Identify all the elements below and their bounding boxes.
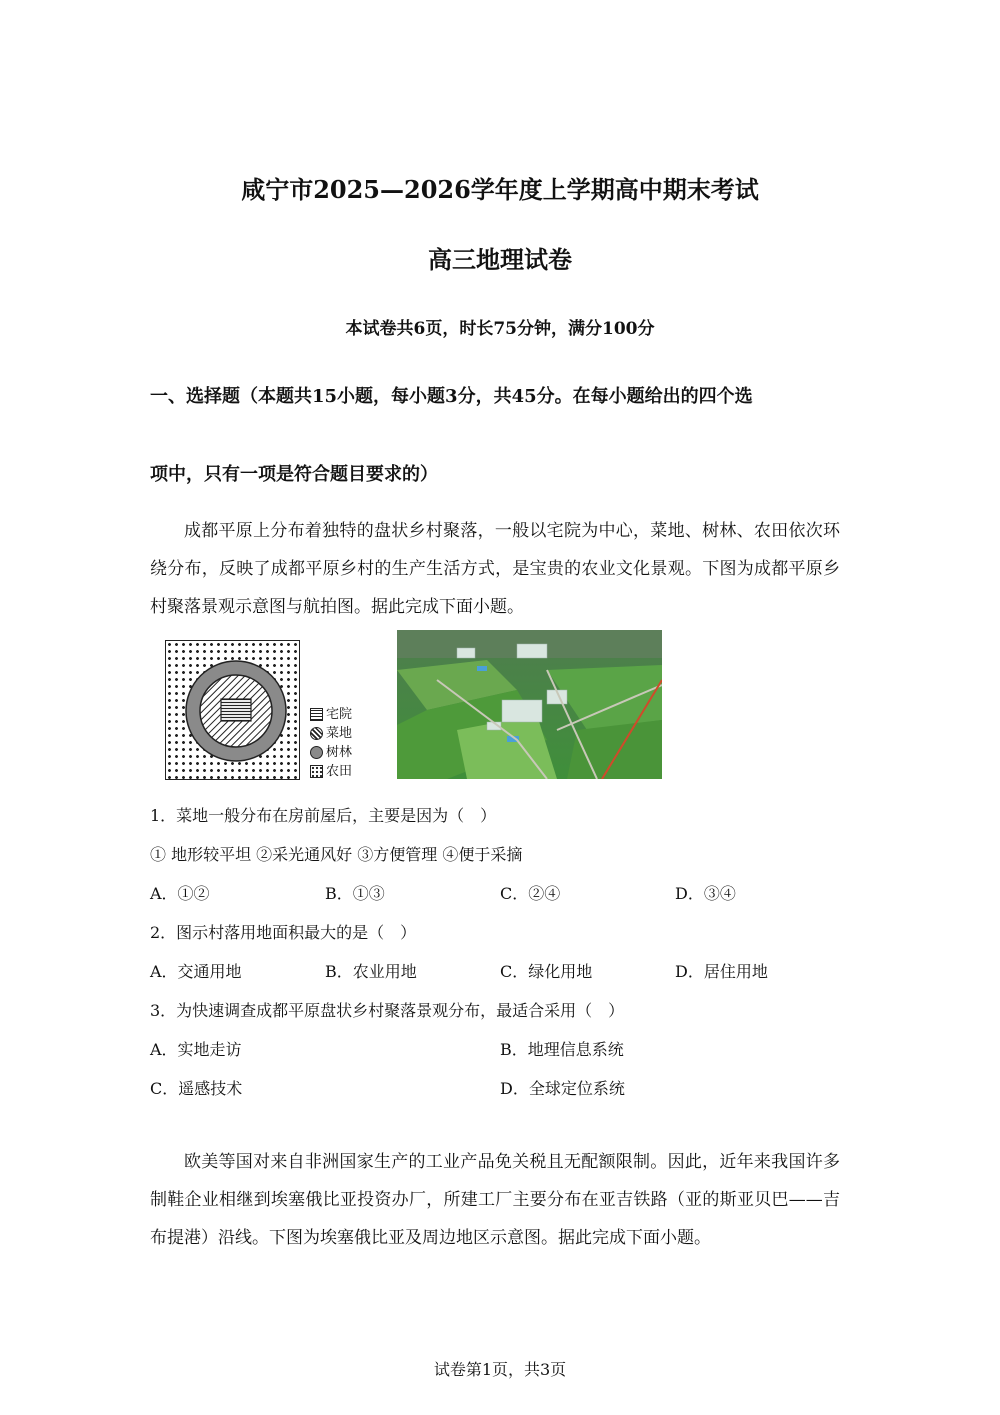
question-1-statements: ① 地形较平坦 ②采光通风好 ③方便管理 ④便于采摘	[150, 845, 523, 864]
legend-item-farmland	[310, 762, 352, 781]
question-3-option-d[interactable]: D．全球定位系统	[500, 1079, 625, 1098]
legend-item-courtyard	[310, 705, 352, 724]
question-2-option-b[interactable]: B．农业用地	[325, 962, 417, 981]
forest-swatch-icon	[310, 746, 323, 759]
section-heading-line2: 项中，只有一项是符合题目要求的）	[150, 464, 438, 485]
settlement-rings-graphic	[166, 641, 298, 778]
exam-info: 本试卷共6页，时长75分钟，满分100分	[345, 319, 655, 339]
question-3-option-a[interactable]: A．实地走访	[150, 1040, 242, 1059]
question-1-option-a[interactable]: A．①②	[150, 884, 210, 903]
question-2-option-d[interactable]: D．居住用地	[675, 962, 768, 981]
question-3-option-c[interactable]: C．遥感技术	[150, 1079, 243, 1098]
legend-label: 菜地	[326, 726, 353, 741]
passage-2: 欧美等国对来自非洲国家生产的工业产品免关税且无配额限制。因此，近年来我国许多制鞋企业相继到埃塞俄比亚投资办厂，所建工厂主要分布在亚吉铁路（亚的斯亚贝巴——吉布提港）沿线。下图为埃塞俄比亚及周边地区示意图。据此完成下面小题。	[150, 1152, 840, 1248]
farmland-swatch-icon	[310, 765, 323, 778]
legend-item-vegetable	[310, 724, 352, 743]
diagram-legend	[310, 705, 352, 781]
aerial-photo-graphic	[397, 630, 662, 779]
exam-subtitle: 高三地理试卷	[428, 245, 572, 274]
question-1-stem: 1．菜地一般分布在房前屋后，主要是因为（ ）	[150, 806, 497, 825]
page-footer: 试卷第1页，共3页	[433, 1360, 567, 1379]
question-1-option-b[interactable]: B．①③	[325, 884, 385, 903]
question-1-option-d[interactable]: D．③④	[675, 884, 736, 903]
aerial-photo	[397, 630, 662, 779]
legend-label: 树林	[326, 745, 353, 760]
question-2-stem: 2．图示村落用地面积最大的是（ ）	[150, 923, 417, 942]
legend-label: 宅院	[326, 707, 353, 722]
settlement-diagram	[165, 640, 300, 780]
legend-label: 农田	[326, 764, 353, 779]
question-3-option-b[interactable]: B．地理信息系统	[500, 1040, 624, 1059]
section-heading-line1: 一、选择题（本题共15小题，每小题3分，共45分。在每小题给出的四个选	[150, 386, 753, 407]
passage-1: 成都平原上分布着独特的盘状乡村聚落，一般以宅院为中心，菜地、树林、农田依次环绕分布，反映了成都平原乡村的生产生活方式，是宝贵的农业文化景观。下图为成都平原乡村聚落景观示意图与航拍图。据此完成下面小题。	[150, 521, 840, 617]
legend-item-forest	[310, 743, 352, 762]
courtyard-swatch-icon	[310, 708, 323, 721]
vegetable-swatch-icon	[310, 727, 323, 740]
question-2-option-c[interactable]: C．绿化用地	[500, 962, 593, 981]
question-3-stem: 3．为快速调查成都平原盘状乡村聚落景观分布，最适合采用（ ）	[150, 1001, 625, 1020]
exam-title: 咸宁市2025—2026学年度上学期高中期末考试	[241, 175, 759, 204]
question-2-option-a[interactable]: A．交通用地	[150, 962, 242, 981]
question-1-option-c[interactable]: C．②④	[500, 884, 561, 903]
